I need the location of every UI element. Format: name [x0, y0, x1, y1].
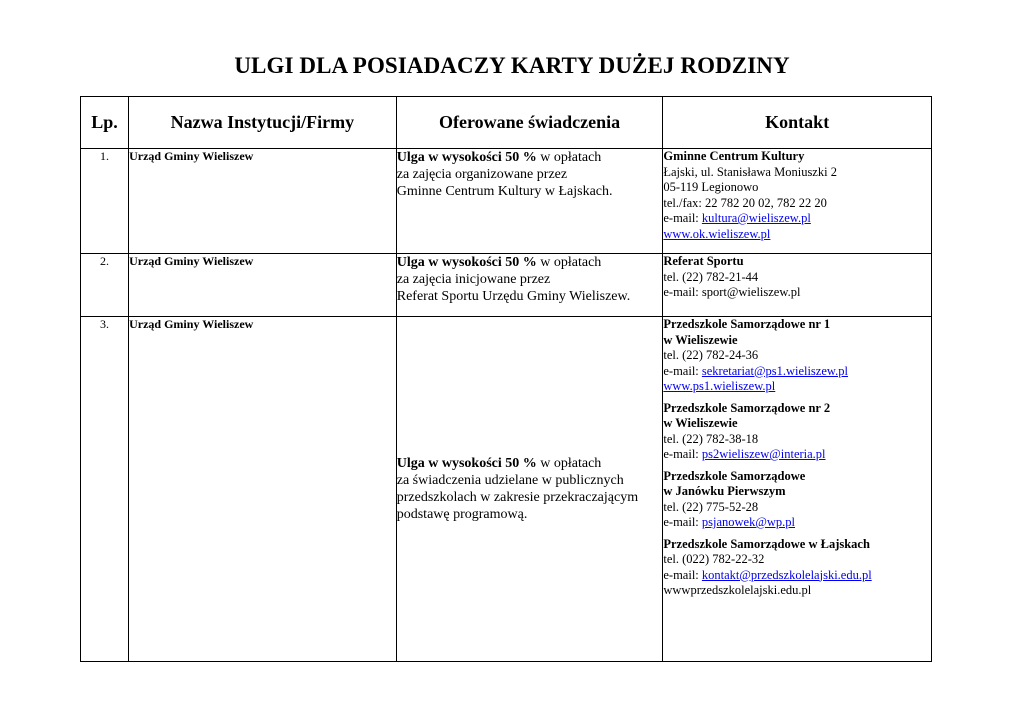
header-offer: Oferowane świadczenia [396, 97, 663, 149]
institution-name: Urząd Gminy Wieliszew [129, 254, 397, 317]
contact-block-lajski [663, 537, 931, 599]
offer-first-line [397, 149, 663, 166]
contact-email-line [663, 568, 931, 584]
contact-block-ps2 [663, 401, 931, 463]
contact-name: Przedszkole Samorządowe nr 2 [663, 400, 831, 415]
email-link[interactable]: kontakt@przedszkolelajski.edu.pl [701, 567, 872, 582]
offer-line: za zajęcia organizowane przez [396, 167, 568, 182]
website-text: wwwprzedszkolelajski.edu.pl [663, 583, 812, 597]
contact-phone: tel. (22) 782-24-36 [663, 348, 759, 362]
offer-first-line [397, 455, 663, 472]
contact-block-janowek [663, 469, 931, 531]
offer-discount: Ulga w wysokości 50 % [396, 255, 537, 270]
page-title: ULGI DLA POSIADACZY KARTY DUŻEJ RODZINY [234, 53, 790, 78]
offer-discount: Ulga w wysokości 50 % [396, 456, 537, 471]
contact-phone: tel./fax: 22 782 20 02, 782 22 20 [663, 195, 827, 210]
contact-address: Łajski, ul. Stanisława Moniuszki 2 [663, 164, 837, 179]
offer-line: przedszkolach w zakresie przekraczającym [396, 490, 639, 505]
offer-text: w opłatach [536, 150, 602, 165]
table-row [81, 317, 932, 662]
contact-location: w Janówku Pierwszym [663, 484, 786, 498]
institution-name: Urząd Gminy Wieliszew [129, 317, 397, 662]
offer-line: Referat Sportu Urzędu Gminy Wieliszew. [396, 289, 631, 304]
offer-line: za świadczenia udzielane w publicznych [396, 473, 624, 488]
email-label: e-mail: [663, 447, 702, 461]
contact-email-line [663, 364, 931, 380]
offer-text: w opłatach [536, 456, 602, 471]
contact-name: Przedszkole Samorządowe [663, 468, 806, 483]
email-label: e-mail: [663, 567, 702, 582]
table-header-row [81, 97, 932, 149]
offer-line: Gminne Centrum Kultury w Łajskach. [396, 184, 613, 199]
row-number: 1. [81, 149, 129, 254]
contact-name: Referat Sportu [663, 254, 744, 268]
offer-text: w opłatach [536, 255, 602, 270]
contact-phone: tel. (22) 782-38-18 [663, 431, 759, 446]
contact-location: w Wieliszewie [663, 332, 738, 347]
contact-postal: 05-119 Legionowo [663, 180, 759, 194]
contact-email-line [663, 447, 931, 463]
offer-line: za zajęcia inicjowane przez [396, 272, 551, 287]
contact-phone: tel. (22) 782-21-44 [663, 269, 759, 284]
email-label: e-mail: [663, 363, 702, 378]
contact-cell [663, 317, 932, 662]
contact-name: Przedszkole Samorządowe w Łajskach [663, 536, 870, 551]
header-contact: Kontakt [663, 97, 932, 149]
offer-cell [396, 149, 663, 254]
email-link[interactable]: psjanowek@wp.pl [701, 515, 795, 529]
header-institution: Nazwa Instytucji/Firmy [129, 97, 397, 149]
contact-block-ps1 [663, 317, 931, 395]
email-link[interactable]: ps2wieliszew@interia.pl [701, 447, 826, 461]
offer-discount: Ulga w wysokości 50 % [396, 150, 537, 165]
website-link[interactable]: www.ps1.wieliszew.pl [663, 379, 776, 393]
offer-line: podstawę programową. [396, 507, 528, 522]
email-link[interactable]: sekretariat@ps1.wieliszew.pl [701, 363, 848, 378]
row-number: 3. [81, 317, 129, 662]
header-lp: Lp. [81, 97, 129, 149]
contact-phone: tel. (22) 775-52-28 [663, 499, 759, 514]
contact-cell [663, 149, 932, 254]
website-link[interactable]: www.ok.wieliszew.pl [663, 226, 771, 241]
offer-cell [396, 254, 663, 317]
contact-email-line [663, 515, 931, 531]
email-label: e-mail: [663, 211, 702, 225]
email-label: e-mail: [663, 515, 702, 529]
row-number: 2. [81, 254, 129, 317]
contact-phone: tel. (022) 782-22-32 [663, 552, 765, 566]
table-row [81, 254, 932, 317]
contact-name: Gminne Centrum Kultury [663, 149, 805, 163]
table-row [81, 149, 932, 254]
contact-name: Przedszkole Samorządowe nr 1 [663, 317, 831, 331]
contact-email-line [663, 211, 931, 227]
contact-cell [663, 254, 932, 317]
benefits-table [80, 96, 932, 662]
email-link[interactable]: kultura@wieliszew.pl [701, 211, 811, 225]
contact-location: w Wieliszewie [663, 416, 738, 430]
offer-first-line [397, 254, 663, 271]
institution-name: Urząd Gminy Wieliszew [129, 149, 397, 254]
contact-email: e-mail: sport@wieliszew.pl [663, 285, 801, 299]
offer-cell [396, 317, 663, 662]
